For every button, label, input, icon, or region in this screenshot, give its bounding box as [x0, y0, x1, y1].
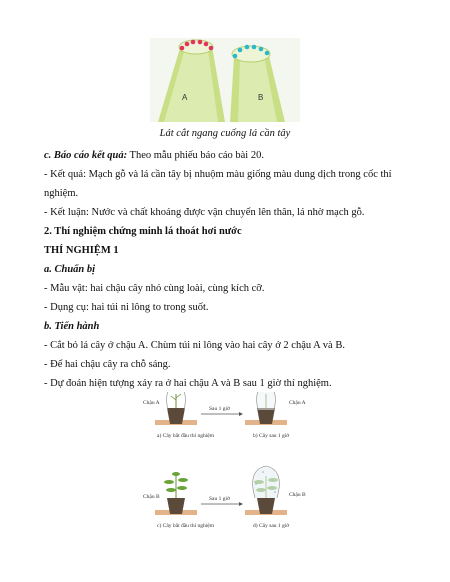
procedure-item: - Dự đoán hiện tượng xảy ra ở hai chậu A và B sau 1 giờ thí nghiệm. [44, 378, 332, 389]
celery-photo [150, 38, 300, 122]
procedure-item: - Để hai chậu cây ra chỗ sáng. [44, 359, 171, 370]
pot-b-label-right: Chậu B [289, 492, 306, 498]
experiment-1-heading: THÍ NGHIỆM 1 [44, 245, 119, 256]
arrow-label-2: Sau 1 giờ [209, 496, 230, 502]
pot-b-after [245, 466, 287, 515]
preparation-heading: a. Chuẩn bị [44, 264, 96, 275]
result-paragraph: - Kết quả: Mạch gỗ và lá cần tây bị nhuộm màu giống màu dung dịch trong cốc thí nghiệm. [44, 169, 392, 199]
photo-label-b: B [258, 93, 264, 102]
pot-b-label: Chậu B [143, 494, 160, 500]
photo-caption: Lát cắt ngang cuống lá cần tây [159, 128, 291, 139]
section-c-heading: c. Báo cáo kết quả: [44, 150, 128, 161]
pot-a-after [245, 392, 287, 425]
section-c-paragraph [44, 146, 414, 165]
caption-a: a) Cây bắt đầu thí nghiệm [157, 433, 214, 439]
section-2-heading: 2. Thí nghiệm chứng minh lá thoát hơi nước [44, 226, 242, 237]
experiment-figure [135, 392, 315, 552]
procedure-heading: b. Tiến hành [44, 321, 100, 332]
caption-c: c) Cây bắt đầu thí nghiệm [157, 523, 214, 529]
procedure-item: - Cắt bỏ lá cây ở chậu A. Chùm túi ni lông vào hai cây ở 2 chậu A và B. [44, 340, 345, 351]
section-c-text: Theo mẫu phiếu báo cáo bài 20. [127, 150, 264, 161]
caption-b: b) Cây sau 1 giờ [253, 433, 290, 439]
arrow-label-1: Sau 1 giờ [209, 406, 230, 412]
pot-b-start [155, 472, 197, 515]
caption-d: d) Cây sau 1 giờ [253, 523, 290, 529]
preparation-item: - Dụng cụ: hai túi ni lông to trong suốt. [44, 302, 209, 313]
preparation-item: - Mẫu vật: hai chậu cây nhỏ cùng loài, cùng kích cỡ. [44, 283, 265, 294]
pot-a-start [155, 392, 197, 425]
pot-a-label-right: Chậu A [289, 400, 306, 406]
conclusion-paragraph: - Kết luận: Nước và chất khoáng được vận chuyển lên thân, lá nhờ mạch gỗ. [44, 207, 365, 218]
photo-label-a: A [182, 93, 188, 102]
pot-a-label: Chậu A [143, 400, 160, 406]
